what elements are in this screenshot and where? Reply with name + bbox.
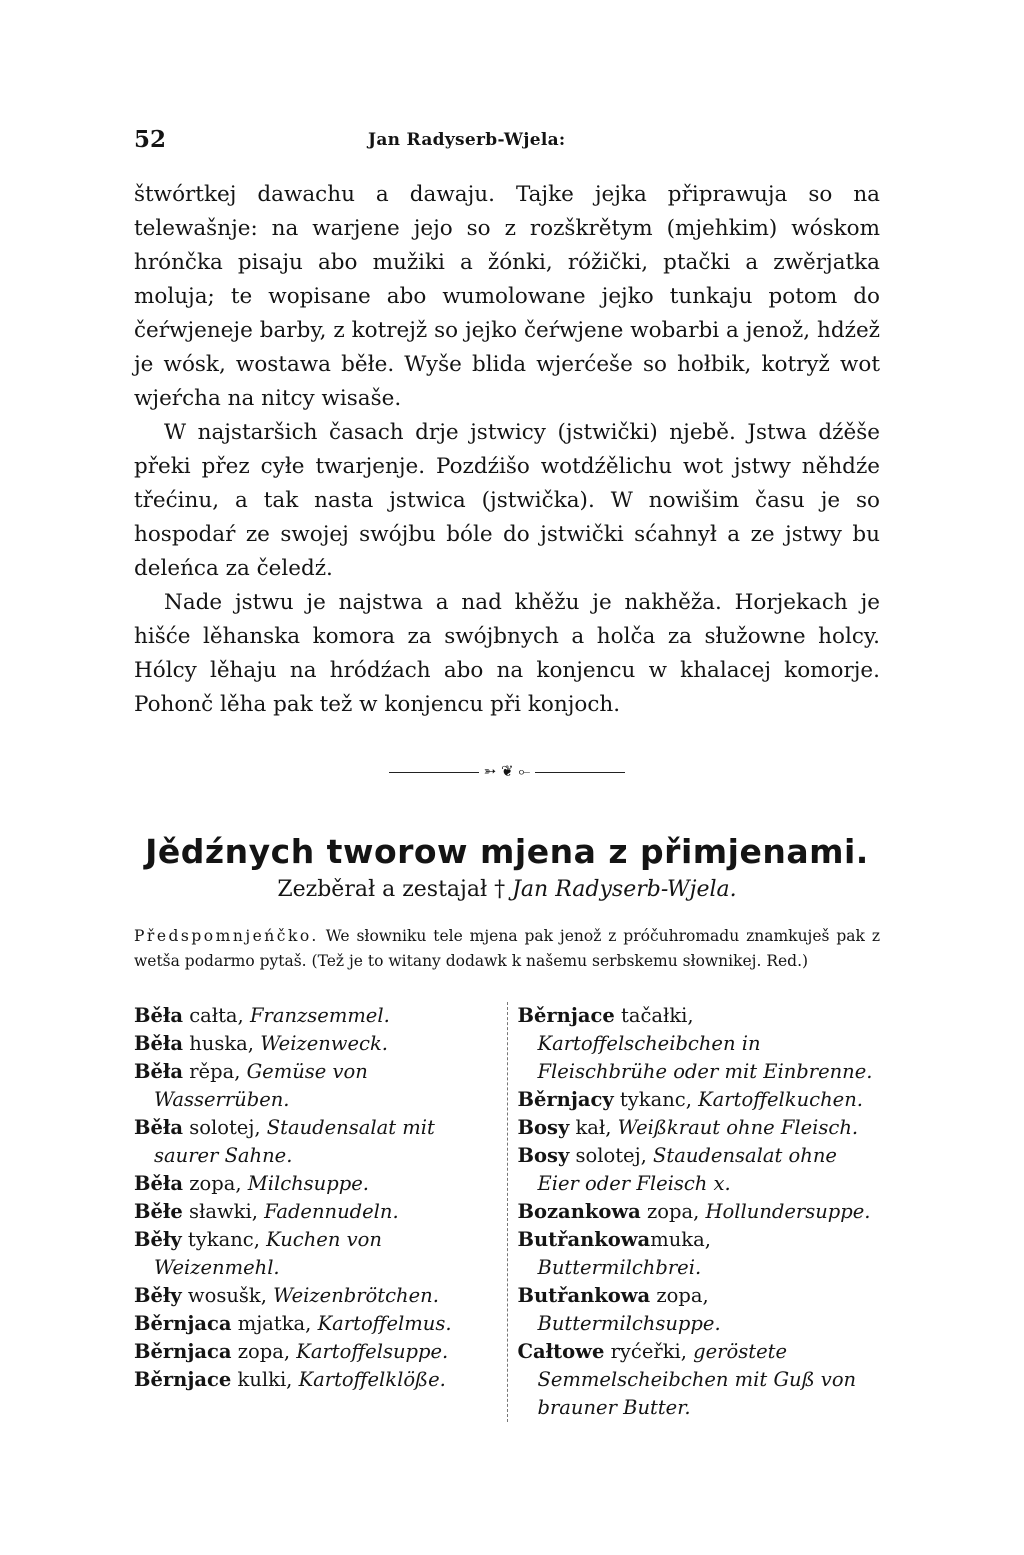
glossary-entry <box>134 1310 497 1338</box>
entry-term: kał, <box>569 1116 618 1139</box>
entry-headword: Běła <box>134 1172 184 1195</box>
glossary-entry <box>134 1170 497 1198</box>
entry-german-gloss: Fadennudeln. <box>264 1200 399 1223</box>
entry-term: rěpa, <box>183 1060 247 1083</box>
entry-german-gloss: Milchsuppe. <box>247 1172 369 1195</box>
entry-term: kulki, <box>231 1368 299 1391</box>
entry-german-gloss: Staudensalat mit saurer Sahne. <box>154 1116 435 1167</box>
glossary-entry <box>134 1030 497 1058</box>
entry-term: solotej, <box>183 1116 267 1139</box>
running-head: Jan Radyserb-Wjela: <box>368 130 566 150</box>
entry-headword: Běła <box>134 1060 184 1083</box>
glossary-entry <box>518 1338 881 1422</box>
glossary-entry <box>518 1086 881 1114</box>
entry-german-gloss: Buttermilchbrei. <box>537 1256 702 1279</box>
glossary-column-left <box>134 1002 507 1422</box>
byline-author: Jan Radyserb-Wjela. <box>512 877 737 902</box>
entry-headword: Běłe <box>134 1200 183 1223</box>
entry-headword: Bozankowa <box>517 1200 641 1223</box>
entry-german-gloss: Weißkraut ohne Fleisch. <box>617 1116 859 1139</box>
entry-german-gloss: Kuchen von Weizenmehl. <box>154 1228 382 1279</box>
paragraph-3: Nade jstwu je najstwa a nad khěžu je nakhěža. Horjekach je hišće lěhanska komora za swójbnych a holča za słužowne holcy. Hólcy lěhaju na hródźach abo na konjencu w khalacej komorje. Pohonč lěha pak tež w konjencu při konjoch. <box>134 590 880 717</box>
entry-headword: Běrnjaca <box>134 1340 232 1363</box>
entry-german-gloss: Kartoffelkuchen. <box>698 1088 863 1111</box>
glossary-entry <box>134 1114 497 1170</box>
entry-german-gloss: Gemüse von Wasserrüben. <box>154 1060 368 1111</box>
paragraph-1: štwórtkej dawachu a dawaju. Tajke jejka připrawuja so na telewašnje: na warjene jejo so z rozškrětym (mjehkim) wóskom hrónčka pisaju abo mužiki a žónki, róžički, ptački a zwěrjatka moluja; te wopisane abo wumolowane jejko tunkaju potom do čeŕwjeneje barby, z kotrejž so jejko čeŕwjene wobarbi a jenož, hdźež je wósk, wostawa běłe. Wyše blida wjerćeše so hołbik, kotryž wot wjeŕcha na nitcy wisaše. <box>134 182 880 411</box>
glossary-entry <box>518 1114 881 1142</box>
entry-term: zopa, <box>650 1284 709 1307</box>
entry-headword: Butřankowa <box>517 1284 651 1307</box>
glossary-columns <box>134 1002 880 1422</box>
entry-german-gloss: Kartoffelsuppe. <box>296 1340 449 1363</box>
entry-headword: Bosy <box>517 1144 570 1167</box>
entry-german-gloss: Buttermilchsuppe. <box>537 1312 721 1335</box>
entry-german-gloss: Kartoffelmus. <box>317 1312 452 1335</box>
entry-german-gloss: Hollundersuppe. <box>705 1200 871 1223</box>
glossary-entry <box>134 1338 497 1366</box>
glossary-entry <box>134 1226 497 1282</box>
glossary-entry <box>518 1282 881 1338</box>
glossary-entry <box>518 1002 881 1086</box>
section-divider-ornament <box>134 762 880 780</box>
entry-term: solotej, <box>569 1144 654 1167</box>
byline-prefix: Zezběrał a zestajał † <box>277 877 513 902</box>
entry-german-gloss: Franzsemmel. <box>249 1004 390 1027</box>
entry-german-gloss: Kartoffelscheibchen in Fleischbrühe oder mit Einbrenne. <box>537 1032 873 1083</box>
entry-headword: Běła <box>134 1004 184 1027</box>
entry-headword: Běły <box>134 1284 182 1307</box>
entry-term: zopa, <box>231 1340 297 1363</box>
entry-term: całta, <box>183 1004 250 1027</box>
entry-headword: Całtowe <box>517 1340 605 1363</box>
book-page <box>134 118 880 1422</box>
byline <box>134 877 880 902</box>
entry-term: ryćeřki, <box>604 1340 694 1363</box>
glossary-entry <box>518 1142 881 1198</box>
ornament-glyph: ➳ ❦ ⟜ <box>483 762 531 780</box>
glossary-entry <box>518 1198 881 1226</box>
entry-headword: Bosy <box>517 1116 570 1139</box>
entry-german-gloss: geröstete Semmelscheibchen mit Guß von brauner Butter. <box>537 1340 857 1419</box>
glossary-entry <box>518 1226 881 1282</box>
divider-line-left <box>389 772 479 773</box>
preface-text: We słowniku tele mjena pak jenož z próčuhromadu znamkuješ pak z wetša podarmo pytaš. (Tež je to witany dodawk k našemu serbskemu słownikej. Red.) <box>134 927 880 970</box>
entry-term: tykanc, <box>181 1228 267 1251</box>
entry-german-gloss: Weizenbrötchen. <box>273 1284 439 1307</box>
entry-german-gloss: Weizenweck. <box>260 1032 388 1055</box>
entry-headword: Běrnjace <box>134 1368 232 1391</box>
entry-term: wosušk, <box>181 1284 274 1307</box>
page-number: 52 <box>134 126 167 153</box>
entry-headword: Běła <box>134 1032 184 1055</box>
entry-german-gloss: Staudensalat ohne Eier oder Fleisch x. <box>537 1144 837 1195</box>
entry-headword: Běły <box>134 1228 182 1251</box>
entry-headword: Běrnjacy <box>517 1088 614 1111</box>
paragraph-2: W najstaršich časach drje jstwicy (jstwički) njebě. Jstwa dźěše překi přez cyłe twarjenje. Pozdźišo wotdźělichu wot jstwy něhdźe třećinu, a tak nasta jstwica (jstwička). W nowišim času je so hospodaŕ ze swojej swójbu bóle do jstwički sćahnył a ze jstwy bu deleńca za čeledź. <box>134 420 880 581</box>
entry-headword: Běła <box>134 1116 184 1139</box>
glossary-entry <box>134 1282 497 1310</box>
body-text <box>134 178 880 722</box>
glossary-column-right <box>507 1002 881 1422</box>
glossary-entry <box>134 1002 497 1030</box>
entry-term: tykanc, <box>613 1088 699 1111</box>
entry-headword: Butřankowa <box>517 1228 651 1251</box>
divider-line-right <box>535 772 625 773</box>
entry-term: mjatka, <box>231 1312 318 1335</box>
entry-term: zopa, <box>640 1200 706 1223</box>
section-title: Jědźnych tworow mjena z přimjenami. <box>145 832 869 871</box>
entry-headword: Běrnjace <box>517 1004 615 1027</box>
glossary-entry <box>134 1366 497 1394</box>
entry-term: tačałki, <box>614 1004 694 1027</box>
preface-note <box>134 924 880 974</box>
entry-term: huska, <box>183 1032 261 1055</box>
page-header <box>134 118 880 158</box>
preface-label: Předspomnjeńčko. <box>134 927 319 945</box>
entry-term: zopa, <box>183 1172 248 1195</box>
entry-term: sławki, <box>182 1200 265 1223</box>
glossary-entry <box>134 1058 497 1114</box>
entry-term: muka, <box>650 1228 711 1251</box>
glossary-entry <box>134 1198 497 1226</box>
entry-german-gloss: Kartoffelklöße. <box>298 1368 446 1391</box>
entry-headword: Běrnjaca <box>134 1312 232 1335</box>
